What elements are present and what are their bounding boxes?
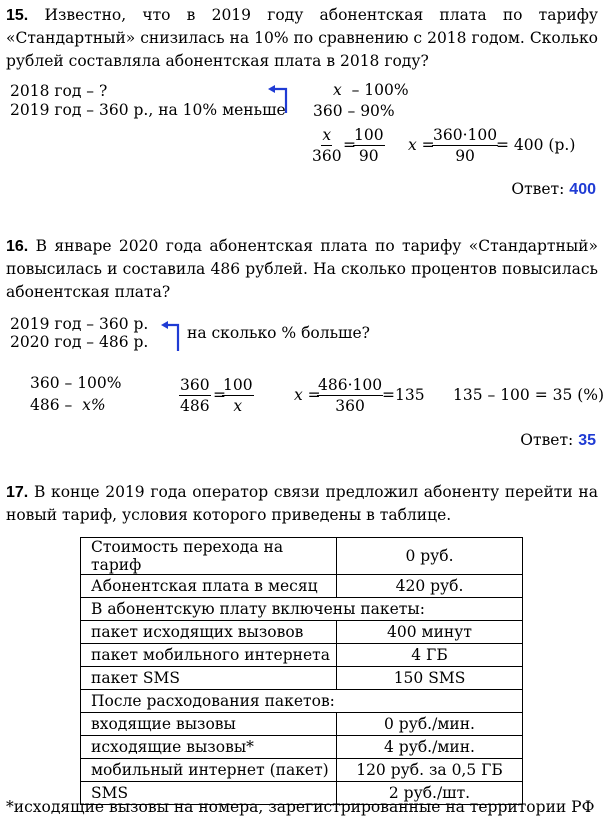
given-line-2: 2019 год – 360 р., на 10% меньше bbox=[10, 101, 286, 119]
table-row: После расходования пакетов: bbox=[81, 690, 523, 713]
tariff-table bbox=[80, 537, 523, 805]
problem-17-number: 17. bbox=[6, 484, 29, 501]
problem-15-text: Известно, что в 2019 году абонентская плата по тарифу «Стандартный» снизилась на 10% по сравнению с 2018 годом. Сколько рублей составляла абонентская плата в 2018 году? bbox=[6, 6, 598, 70]
answer-15-value: 400 bbox=[569, 181, 596, 198]
table-row: пакет исходящих вызовов 400 минут bbox=[81, 621, 523, 644]
problem-16-statement bbox=[6, 235, 598, 304]
given16-line-1: 2019 год – 360 р. bbox=[10, 315, 149, 333]
problem-16-text: В январе 2020 года абонентская плата по тарифу «Стандартный» повысилась и составила 486 рублей. На сколько процентов повысилась абонентская плата? bbox=[6, 237, 598, 301]
problem-16-number: 16. bbox=[6, 238, 29, 255]
up-arrow-icon bbox=[160, 320, 182, 352]
table-row: В абонентскую плату включены пакеты: bbox=[81, 598, 523, 621]
problem-15-statement bbox=[6, 4, 598, 73]
proportion16-line-1: 360 – 100% bbox=[30, 374, 122, 392]
difference-35: 135 – 100 = 35 (%) bbox=[453, 386, 604, 404]
result-135: =135 bbox=[382, 386, 425, 404]
problem-15-number: 15. bbox=[6, 7, 29, 24]
up-arrow-icon bbox=[267, 84, 289, 114]
table-row: пакет SMS 150 SMS bbox=[81, 667, 523, 690]
footnote: *исходящие вызовы на номера, зарегистрированные на территории РФ bbox=[6, 798, 595, 816]
equals-sign: = bbox=[213, 386, 226, 404]
proportion-line-2: 360 – 90% bbox=[313, 102, 395, 120]
given16-line-2: 2020 год – 486 р. bbox=[10, 333, 149, 351]
table-row: SMS 2 руб./шт. bbox=[81, 782, 523, 805]
question-text: на сколько % больше? bbox=[187, 324, 370, 342]
table-row: мобильный интернет (пакет) 120 руб. за 0,5 ГБ bbox=[81, 759, 523, 782]
x-equals: x = bbox=[294, 386, 321, 404]
proportion16-line-2: 486 – x% bbox=[30, 396, 106, 414]
table-row: исходящие вызовы* 4 руб./мин. bbox=[81, 736, 523, 759]
table-row: Стоимость перехода на тариф 0 руб. bbox=[81, 538, 523, 575]
result-400: = 400 (р.) bbox=[496, 136, 576, 154]
x-equals: x = bbox=[408, 136, 435, 154]
fraction-360-over-486: $\frac{360}{486}$ bbox=[180, 376, 210, 415]
fraction-100-over-90: $\frac{100}{90}$ bbox=[354, 126, 384, 165]
fraction-360x100-over-90: $\frac{360\cdot 100}{90}$ bbox=[433, 126, 498, 165]
fraction-486x100-over-360: $\frac{486\cdot 100}{360}$ bbox=[318, 376, 383, 415]
given-line-1: 2018 год – ? bbox=[10, 82, 108, 100]
fraction-x-over-360: $\frac{x}{360}$ bbox=[312, 126, 342, 165]
answer-15: Ответ: 400 bbox=[511, 180, 596, 198]
equals-sign: = bbox=[343, 136, 356, 154]
problem-17-statement bbox=[6, 481, 598, 527]
table-row: входящие вызовы 0 руб./мин. bbox=[81, 713, 523, 736]
proportion-line-1: x – 100% bbox=[333, 81, 409, 99]
answer-16: Ответ: 35 bbox=[520, 431, 596, 449]
table-row: пакет мобильного интернета 4 ГБ bbox=[81, 644, 523, 667]
fraction-100-over-x: $\frac{100}{x}$ bbox=[223, 376, 253, 415]
answer-16-value: 35 bbox=[578, 432, 596, 449]
problem-17-text: В конце 2019 года оператор связи предложил абоненту перейти на новый тариф, условия которого приведены в таблице. bbox=[6, 483, 598, 524]
table-row: Абонентская плата в месяц 420 руб. bbox=[81, 575, 523, 598]
